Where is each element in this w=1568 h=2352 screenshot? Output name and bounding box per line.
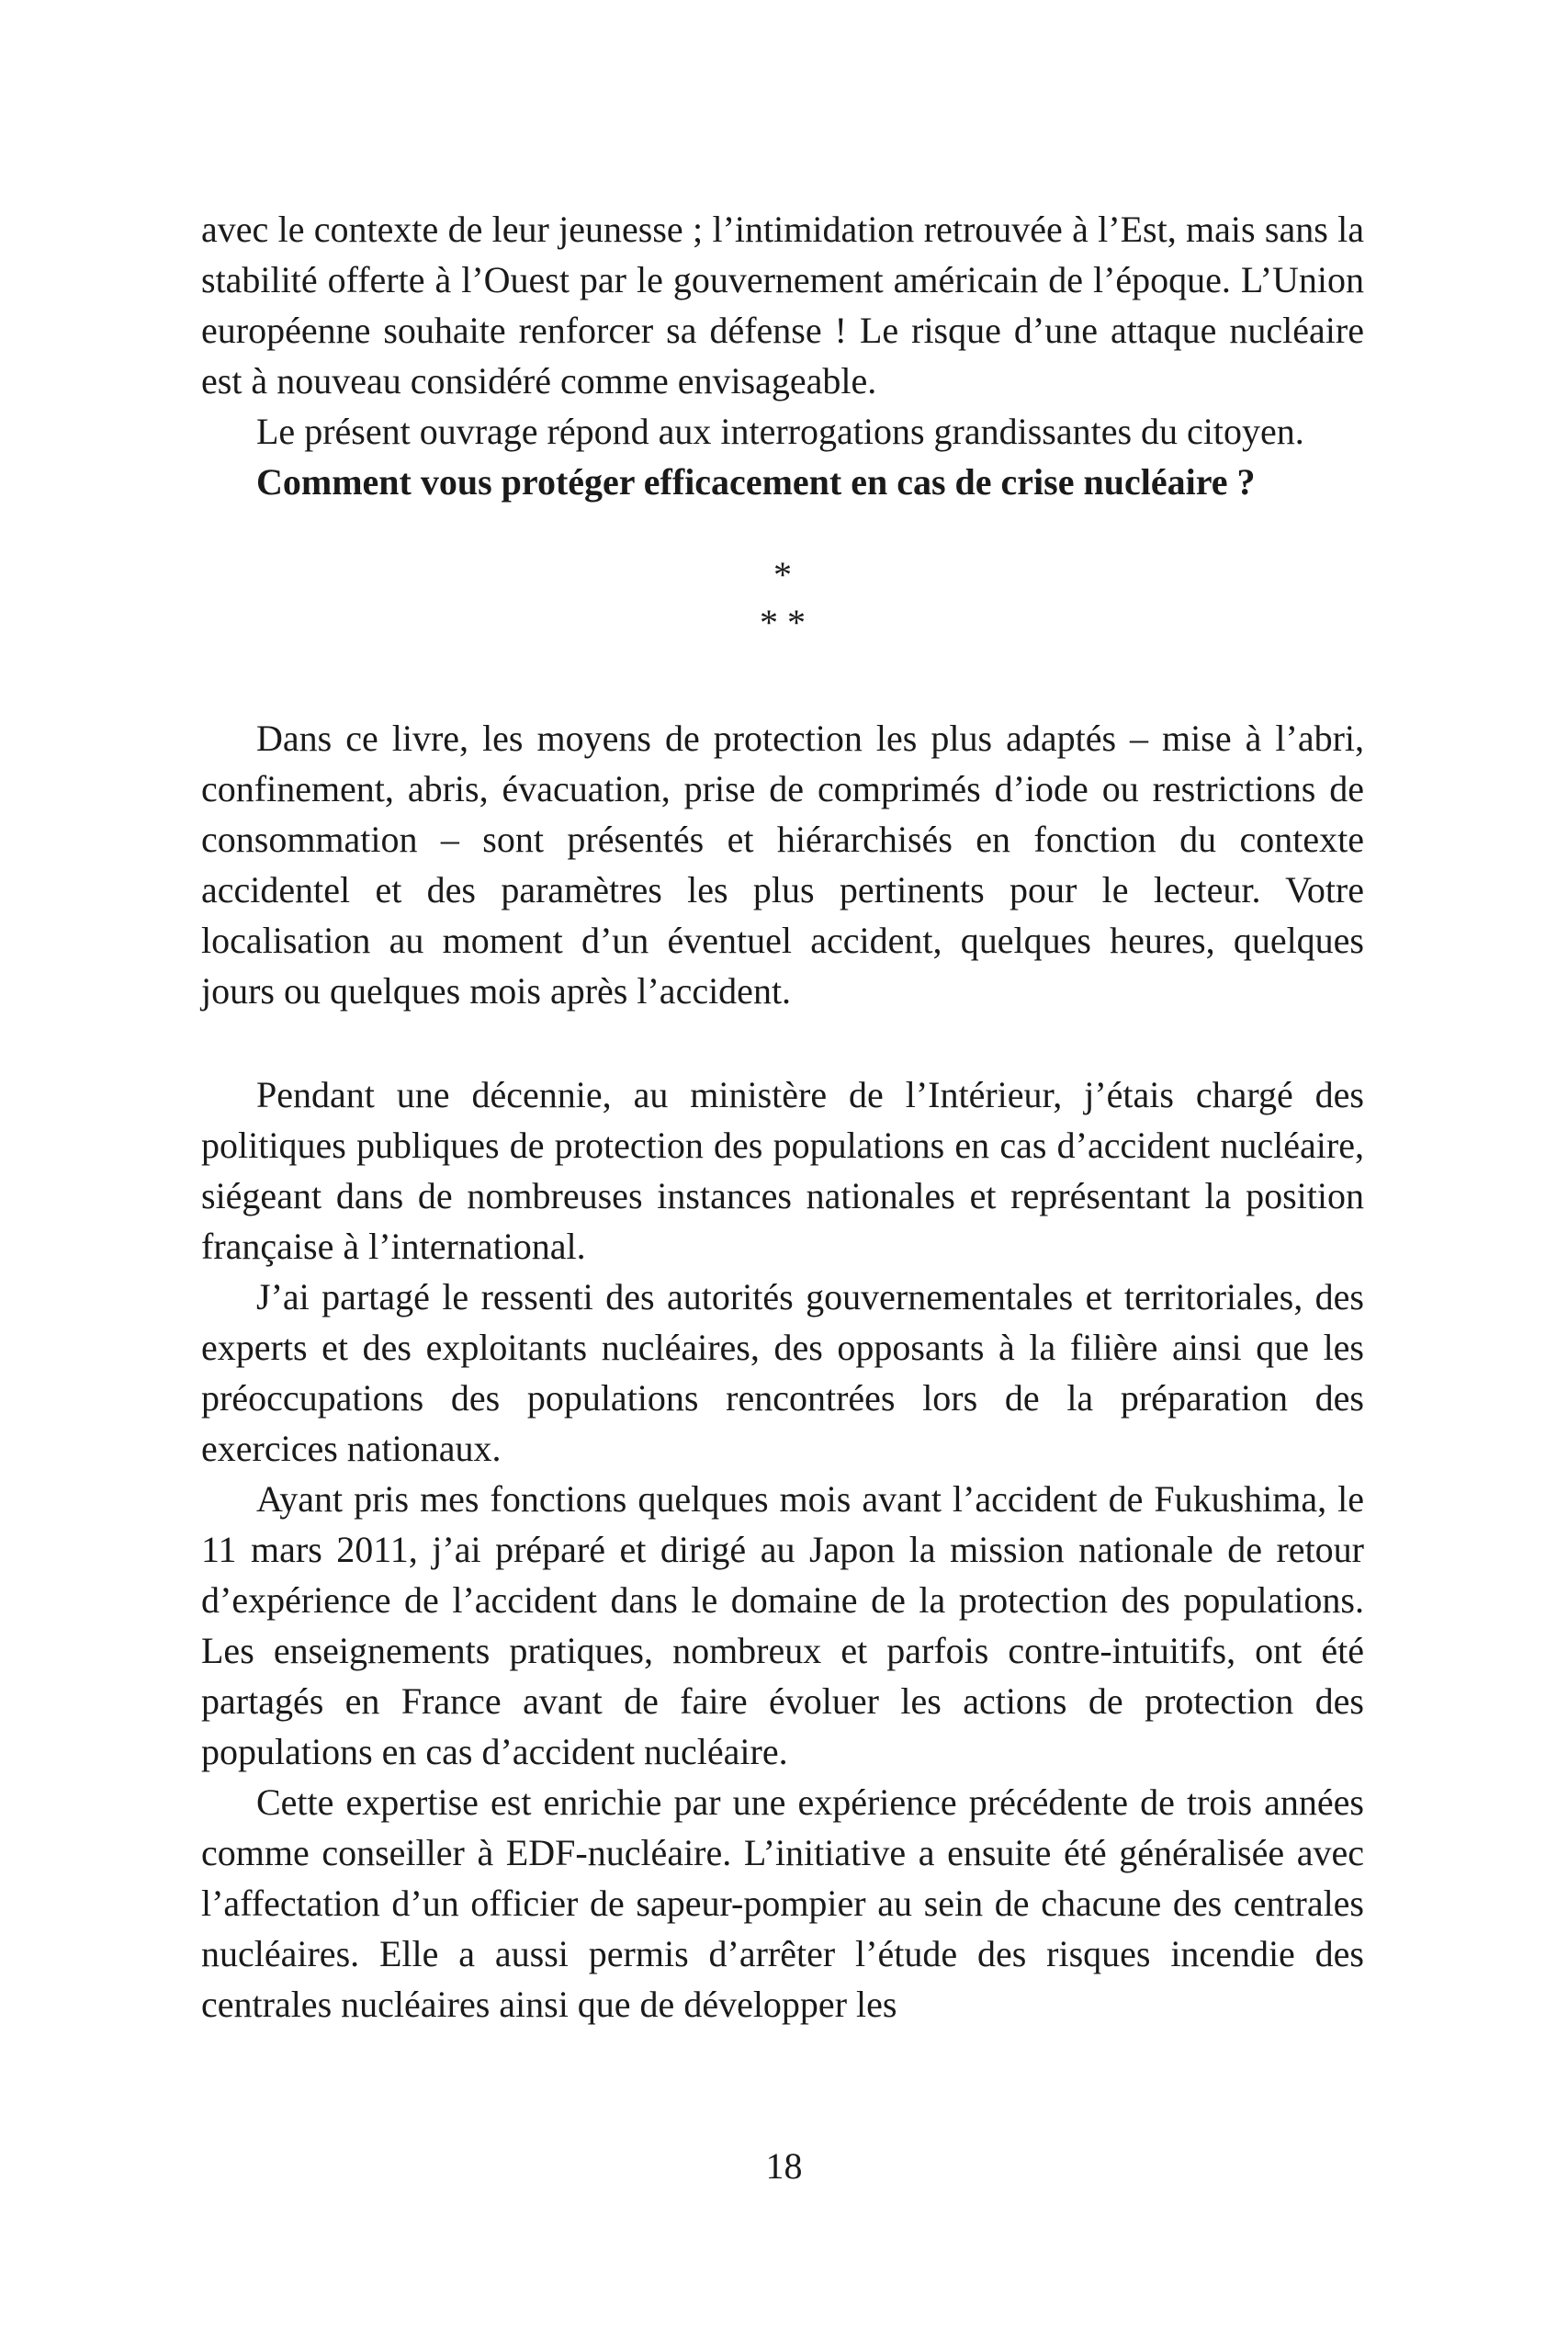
paragraph: Ayant pris mes fonctions quelques mois avant l’accident de Fukushima, le 11 mars 2011, j’ai préparé et dirigé au Japon la mission nationale de retour d’expérience de l’accident dans le domaine de la protection des populations. Les enseignements pratiques, nombreux et parfois contre-intuitifs, ont été partagés en France avant de faire évoluer les actions de protection des populations en cas d’accident nucléaire. — [201, 1478, 1364, 1772]
text-section-intro — [201, 204, 1364, 507]
paragraph: Cette expertise est enrichie par une expérience précédente de trois années comme conseiller à EDF-nucléaire. L’initiative a ensuite été généralisée avec l’affectation d’un officier de sapeur-pompier au sein de chacune des centrales nucléaires. Elle a aussi permis d’arrêter l’étude des risques incendie des centrales nucléaires ainsi que de développer les — [201, 1781, 1364, 2025]
paragraph: Le présent ouvrage répond aux interrogations grandissantes du citoyen. — [256, 411, 1304, 452]
paragraph: J’ai partagé le ressenti des autorités gouvernementales et territoriales, des experts et des exploitants nucléaires, des opposants à la filière ainsi que les préoccupations des populations rencontrées lors de la préparation des exercices nationaux. — [201, 1276, 1364, 1469]
text-section-protection — [201, 713, 1364, 1016]
text-section-author — [201, 1069, 1364, 2030]
paragraph: Pendant une décennie, au ministère de l’Intérieur, j’étais chargé des politiques publiques de protection des populations en cas d’accident nucléaire, siégeant dans de nombreuses instances nationales et représentant la position française à l’international. — [201, 1074, 1364, 1267]
separator-line-2: * * — [760, 602, 806, 643]
section-separator — [201, 551, 1364, 647]
page-number: 18 — [765, 2145, 803, 2187]
separator-line-1: * — [773, 554, 792, 595]
bold-question: Comment vous protéger efficacement en cas de crise nucléaire ? — [256, 461, 1256, 503]
paragraph: avec le contexte de leur jeunesse ; l’intimidation retrouvée à l’Est, mais sans la stabilité offerte à l’Ouest par le gouvernement américain de l’époque. L’Union européenne souhaite renforcer sa défense ! Le risque d’une attaque nucléaire est à nouveau considéré comme envisageable. — [201, 209, 1364, 401]
paragraph: Dans ce livre, les moyens de protection les plus adaptés – mise à l’abri, confinement, abris, évacuation, prise de comprimés d’iode ou restrictions de consommation – sont présentés et hiérarchisés en fonction du contexte accidentel et des paramètres les plus pertinents pour le lecteur. Votre localisation au moment d’un éventuel accident, quelques heures, quelques jours ou quelques mois après l’accident. — [201, 718, 1364, 1012]
